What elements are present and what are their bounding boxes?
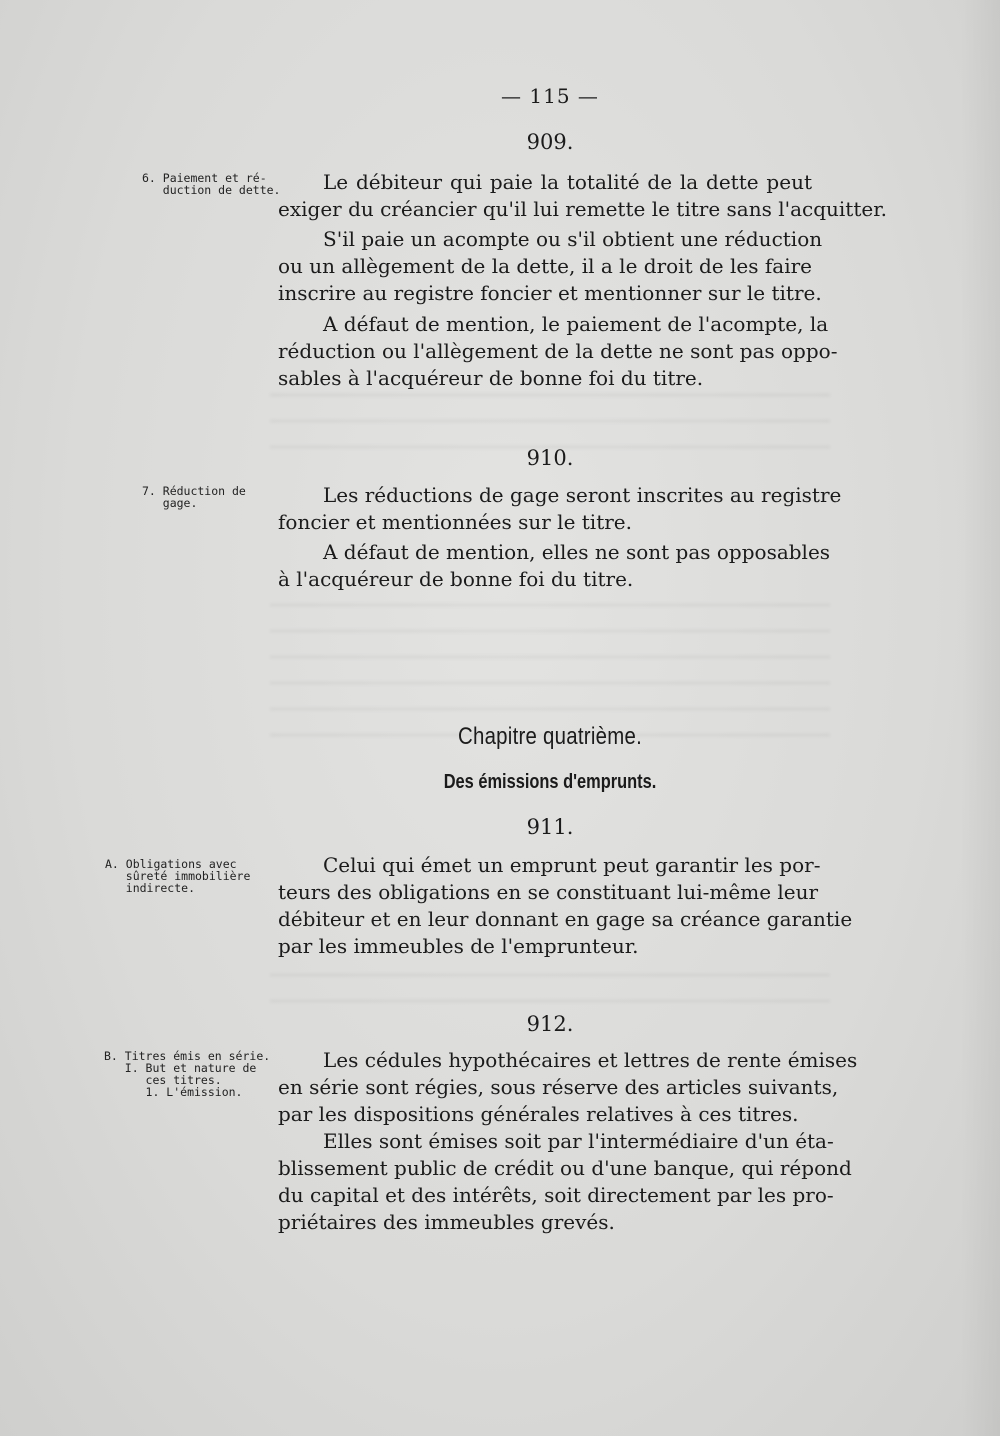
article-paragraph [278,1128,852,1236]
text-line: A défaut de mention, elles ne sont pas opposables [323,540,831,564]
article-number: 909. [526,130,574,154]
chapter-title: Chapitre quatrième. [457,723,642,750]
article-paragraph [278,852,853,960]
article-paragraph [278,1047,858,1128]
page-edge-shadow [960,0,1000,1436]
article-paragraph [278,482,842,536]
text-line: à l'acquéreur de bonne foi du titre. [278,567,634,591]
text-line: priétaires des immeubles grevés. [278,1210,615,1234]
text-line: Celui qui émet un emprunt peut garantir les por- [323,853,821,877]
text-line: débiteur et en leur donnant en gage sa créance garantie [278,907,853,931]
article-number: 910. [526,446,574,470]
bleed-through-texture [270,960,830,1010]
margin-note: B. Titres émis en série. I. But et nature de ces titres. 1. L'émission. [104,1049,271,1099]
text-line: Les cédules hypothécaires et lettres de rente émises [323,1048,858,1072]
text-line: S'il paie un acompte ou s'il obtient une réduction [323,227,823,251]
text-line: par les immeubles de l'emprunteur. [278,934,639,958]
text-line: ou un allègement de la dette, il a le droit de les faire [278,254,812,278]
text-line: teurs des obligations en se constituant lui-même leur [278,880,819,904]
article-paragraph [278,226,823,307]
text-line: Elles sont émises soit par l'intermédiaire d'un éta- [323,1129,834,1153]
chapter-subtitle: Des émissions d'emprunts. [443,771,657,793]
text-line: inscrire au registre foncier et mentionner sur le titre. [278,281,822,305]
text-line: exiger du créancier qu'il lui remette le titre sans l'acquitter. [278,197,887,221]
article-paragraph [278,311,838,392]
page-number: — 115 — [501,84,599,108]
text-line: blissement public de crédit ou d'une banque, qui répond [278,1156,852,1180]
bleed-through-texture [270,590,830,740]
article-paragraph [278,539,831,593]
margin-note: 6. Paiement et ré- duction de dette. [142,171,281,197]
text-line: du capital et des intérêts, soit directement par les pro- [278,1183,834,1207]
margin-note: 7. Réduction de gage. [142,484,246,510]
article-paragraph [278,169,887,223]
text-line: foncier et mentionnées sur le titre. [278,510,632,534]
margin-note: A. Obligations avec sûreté immobilière indirecte. [105,857,251,895]
text-line: Les réductions de gage seront inscrites au registre [323,483,842,507]
text-line: A défaut de mention, le paiement de l'acompte, la [323,312,829,336]
text-line: réduction ou l'allègement de la dette ne sont pas oppo- [278,339,838,363]
text-line: par les dispositions générales relatives à ces titres. [278,1102,799,1126]
text-line: sables à l'acquéreur de bonne foi du titre. [278,366,704,390]
text-line: Le débiteur qui paie la totalité de la dette peut [323,170,812,194]
article-number: 911. [526,815,574,839]
article-number: 912. [526,1012,574,1036]
text-line: en série sont régies, sous réserve des articles suivants, [278,1075,839,1099]
